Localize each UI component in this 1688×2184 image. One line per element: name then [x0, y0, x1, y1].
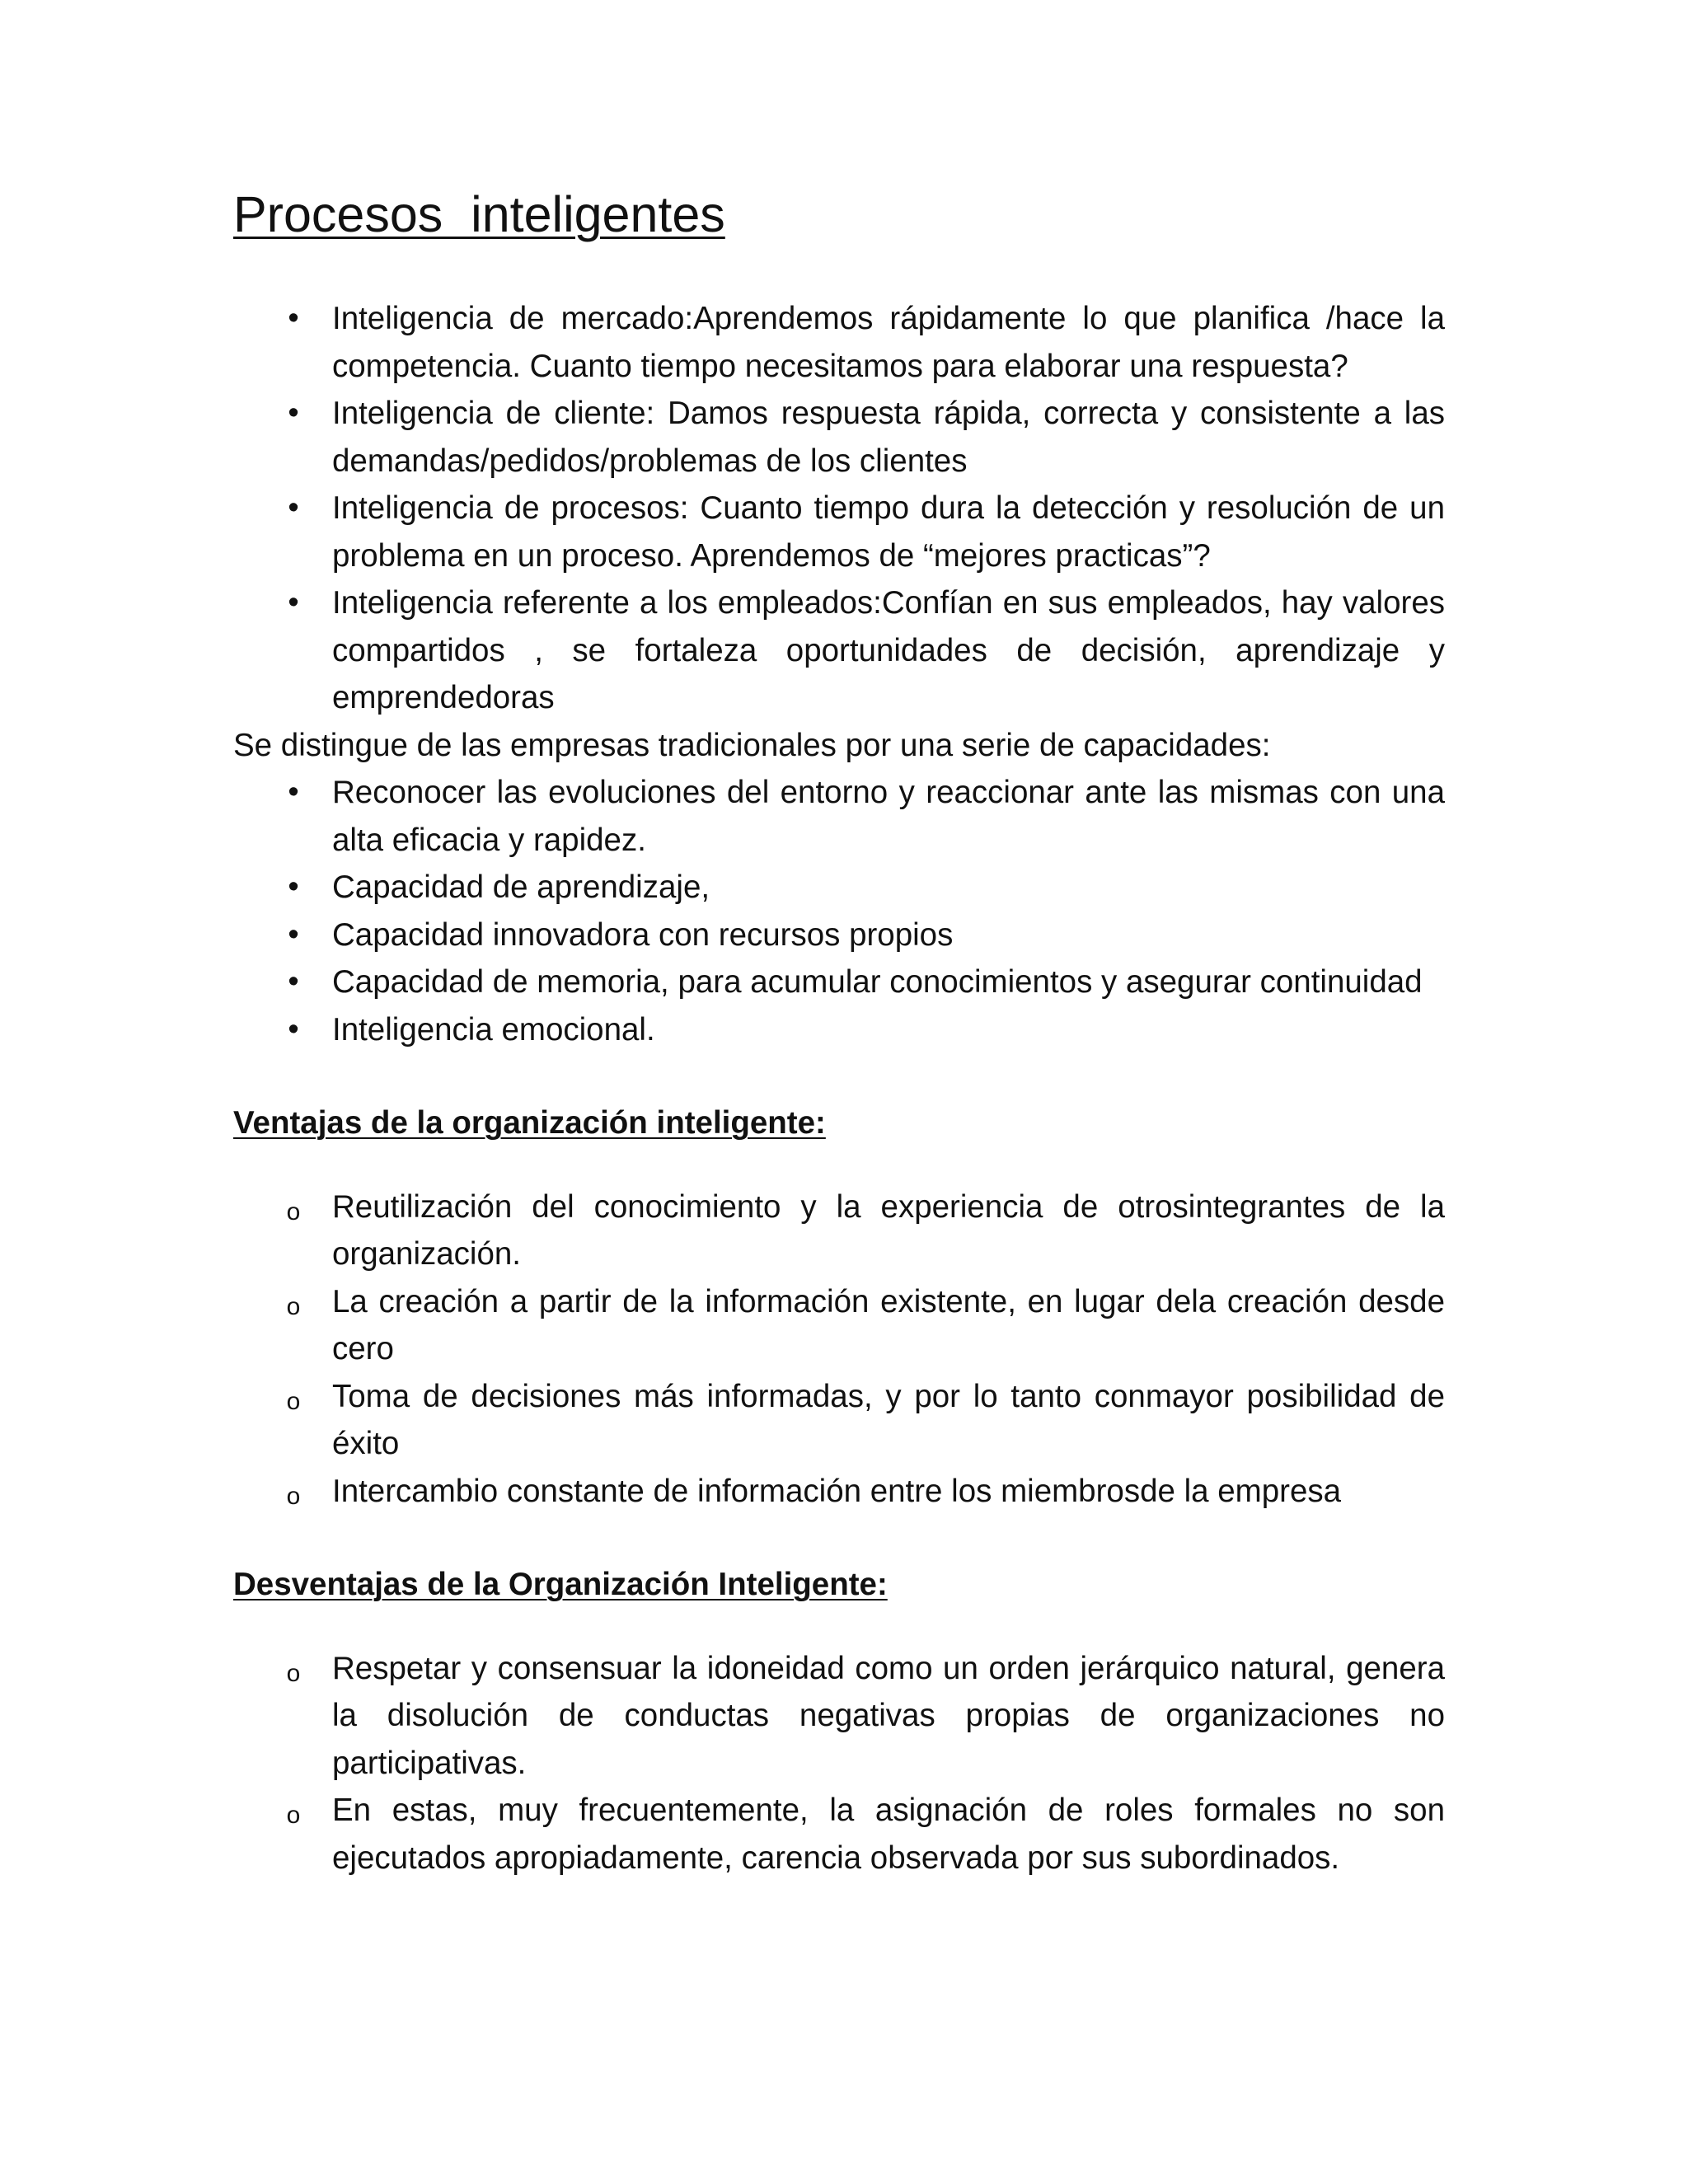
- list-item-text: Reutilización del conocimiento y la experiencia de otrosintegrantes de la organización.: [332, 1188, 1445, 1272]
- bullet-icon: •: [288, 396, 299, 431]
- circle-bullet-icon: o: [286, 1387, 301, 1415]
- bullet-icon: •: [288, 775, 299, 810]
- list-item: [233, 485, 1445, 579]
- circle-bullet-icon: o: [286, 1659, 301, 1687]
- bullet-icon: •: [288, 1011, 299, 1047]
- bullet-icon: •: [288, 490, 299, 526]
- list-item: [233, 958, 1445, 1006]
- disadvantages-heading: Desventajas de la Organización Inteligente:: [233, 1567, 888, 1603]
- list-item: [233, 769, 1445, 864]
- list-item: [233, 1278, 1445, 1373]
- list-item-text: Inteligencia de cliente: Damos respuesta rápida, correcta y consistente a las demandas/pedidos/problemas de los clientes: [332, 396, 1445, 479]
- bullet-icon: •: [288, 301, 299, 336]
- list-item: [233, 390, 1445, 485]
- list-item: [233, 295, 1445, 390]
- list-item-text: Capacidad de memoria, para acumular conocimientos y asegurar continuidad: [332, 964, 1423, 1001]
- list-item-text: Reconocer las evoluciones del entorno y reaccionar ante las mismas con una alta eficacia y rapidez.: [332, 775, 1445, 858]
- bullet-icon: •: [288, 964, 299, 1000]
- intelligence-types-list: [233, 295, 1445, 722]
- list-item-text: Inteligencia de procesos: Cuanto tiempo dura la detección y resolución de un problema en un proceso. Aprendemos de “mejores practicas”?: [332, 490, 1445, 574]
- page-title: Procesos inteligentes: [233, 186, 725, 242]
- list-item-text: Capacidad de aprendizaje,: [332, 869, 710, 906]
- list-item: [233, 1006, 1445, 1054]
- bullet-icon: •: [288, 869, 299, 905]
- list-item-text: En estas, muy frecuentemente, la asignación de roles formales no son ejecutados apropiadamente, carencia observada por sus subordinados.: [332, 1793, 1445, 1876]
- list-item-text: Intercambio constante de información entre los miembrosde la empresa: [332, 1473, 1342, 1509]
- bullet-icon: •: [288, 916, 299, 952]
- circle-bullet-icon: o: [286, 1197, 301, 1226]
- list-item: [233, 579, 1445, 722]
- bullet-icon: •: [288, 585, 299, 621]
- list-item: [233, 1645, 1445, 1788]
- circle-bullet-icon: o: [286, 1292, 301, 1320]
- list-item: [233, 1373, 1445, 1468]
- list-item-text: Inteligencia de mercado:Aprendemos rápidamente lo que planifica /hace la competencia. Cuanto tiempo necesitamos para elaborar una respuesta?: [332, 301, 1445, 384]
- advantages-heading: Ventajas de la organización inteligente:: [233, 1105, 826, 1141]
- circle-bullet-icon: o: [286, 1482, 301, 1510]
- list-item-text: Inteligencia emocional.: [332, 1011, 655, 1047]
- list-item-text: Inteligencia referente a los empleados:Confían en sus empleados, hay valores compartidos , se fortaleza oportunidades de decisión, aprendizaje y emprendedoras: [332, 585, 1445, 716]
- list-item: [233, 1183, 1445, 1278]
- list-item-text: Toma de decisiones más informadas, y por lo tanto conmayor posibilidad de éxito: [332, 1378, 1445, 1462]
- document-page: [233, 185, 1445, 1882]
- list-item: [233, 1787, 1445, 1882]
- list-item-text: Capacidad innovadora con recursos propios: [332, 916, 954, 953]
- intro-paragraph: Se distingue de las empresas tradicionales por una serie de capacidades:: [233, 727, 1271, 763]
- disadvantages-list: [233, 1645, 1445, 1882]
- list-item: [233, 912, 1445, 959]
- list-item: [233, 864, 1445, 912]
- advantages-list: [233, 1183, 1445, 1516]
- circle-bullet-icon: o: [286, 1802, 301, 1830]
- list-item-text: La creación a partir de la información existente, en lugar dela creación desde cero: [332, 1283, 1445, 1367]
- list-item-text: Respetar y consensuar la idoneidad como un orden jerárquico natural, genera la disolución de conductas negativas propias de organizaciones no participativas.: [332, 1650, 1445, 1781]
- capabilities-list: [233, 769, 1445, 1053]
- list-item: [233, 1468, 1445, 1516]
